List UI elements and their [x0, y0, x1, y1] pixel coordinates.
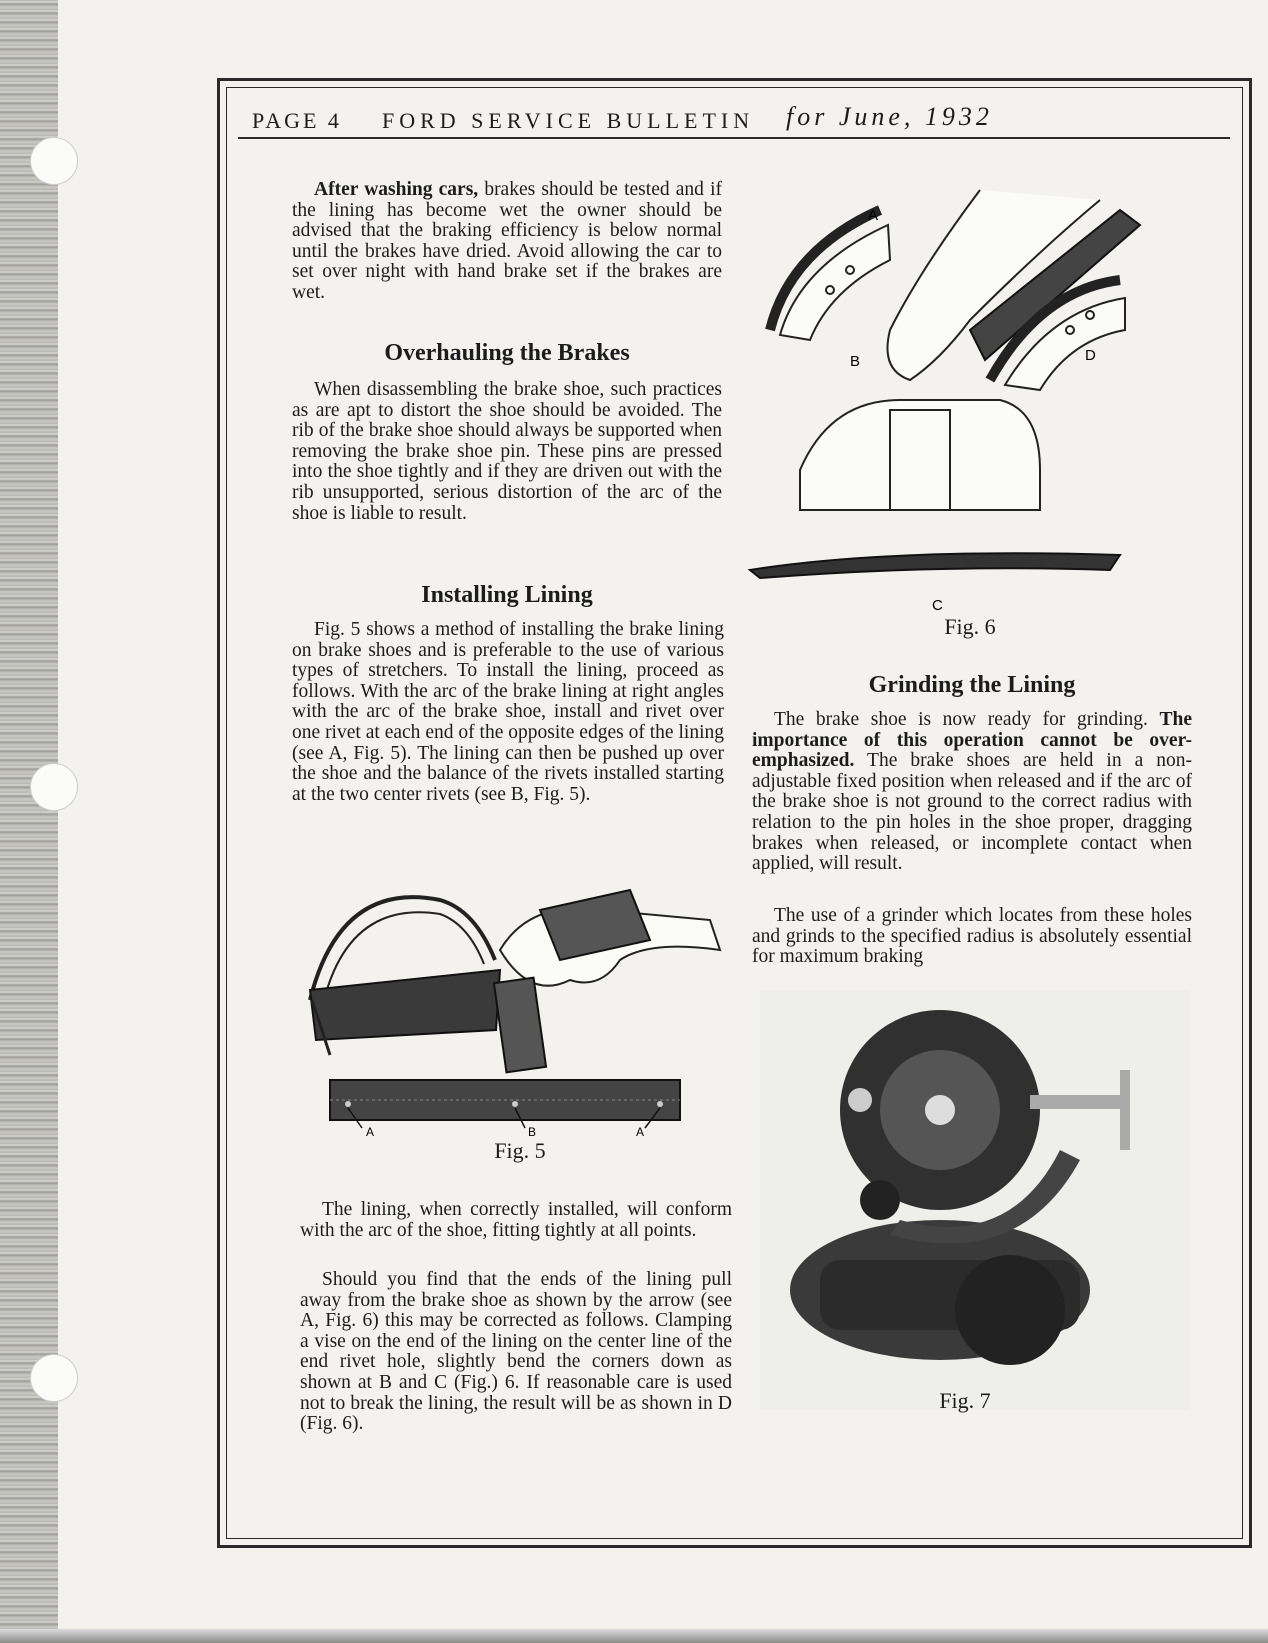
fig6-caption: Fig. 6 — [944, 614, 996, 639]
page-header — [250, 100, 1210, 140]
heading-overhauling: Overhauling the Brakes — [384, 340, 630, 366]
punch-hole-middle — [30, 763, 78, 811]
grinding-emphasis: The importance of this operation cannot be over-emphasized. — [752, 709, 1192, 772]
fig7-grinder-photo — [760, 990, 1190, 1420]
punch-hole-bottom — [30, 1354, 78, 1402]
page-bottom-edge — [0, 1629, 1268, 1643]
page-number: PAGE 4 — [252, 108, 342, 133]
fig5-caption: Fig. 5 — [494, 1138, 546, 1163]
paragraph-washing — [292, 180, 722, 304]
grinding-text-a: The brake shoe is now ready for grinding. — [774, 709, 1160, 730]
issue-date: for June, 1932 — [786, 102, 993, 131]
fig7-caption: Fig. 7 — [939, 1388, 991, 1413]
heading-installing: Installing Lining — [421, 582, 593, 608]
bulletin-title: FORD SERVICE BULLETIN — [382, 108, 755, 133]
paragraph-grinder: The use of a grinder which locates from these holes and grinds to the specified radius is absolutely essential for maximum braking — [752, 905, 1192, 968]
fig6-label-c: C — [932, 597, 943, 614]
fig5-hands-drawing — [494, 890, 720, 1072]
fig5-label-a-left: A — [366, 1125, 375, 1139]
fig5-shoe-drawing — [310, 897, 500, 1055]
paragraph-conform: The lining, when correctly installed, will conform with the arc of the shoe, fitting tightly at all points. — [300, 1199, 732, 1241]
paragraph-overhauling: When disassembling the brake shoe, such practices as are apt to distort the shoe should be avoided. The rib of the brake shoe should always be supported when removing the brake shoe pin. These pins are pressed into the shoe tightly and if they are driven out with the rib unsupported, serious distortion of the arc of the shoe is liable to result. — [292, 379, 722, 524]
paragraph-should: Should you find that the ends of the lining pull away from the brake shoe as shown by the arrow (see A, Fig. 6) this may be corrected as follows. Clamping a vise on the end of the lining on the center line of the end rivet hole, slightly bend the corners down as shown at B and C (Fig.) 6. If reasonable care is used not to break the lining, the result will be as shown in D (Fig. 6). — [300, 1269, 732, 1435]
fig5-label-b: B — [528, 1125, 537, 1139]
header-rule — [238, 137, 1230, 139]
fig6-illustration — [740, 170, 1180, 640]
washing-text: brakes should be tested and if the lining has become wet the owner should be advised that the braking efficiency is below normal until the brakes have dried. Avoid allowing the car to set over night with hand brake set if the brakes are wet. — [292, 179, 722, 303]
paragraph-installing: Fig. 5 shows a method of installing the brake lining on brake shoes and is preferable to the use of various types of stretchers. To install the lining, proceed as follows. With the arc of the brake lining at right angles with the arc of the brake shoe, install and rivet over one rivet at each end of the opposite edges of the lining (see A, Fig. 5). The lining can then be pushed up over the shoe and the balance of the rivets installed starting at the two center rivets (see B, Fig. 5). — [292, 619, 724, 805]
grinding-text-b: The brake shoes are held in a non-adjustable fixed position when released and if the arc of the brake shoe is not ground to the correct radius with relation to the pin holes in the shoe proper, dragging brakes when released, or incomplete contact when applied, will result. — [752, 750, 1192, 875]
heading-grinding: Grinding the Lining — [868, 672, 1076, 698]
fig5-label-a-right: A — [636, 1125, 645, 1139]
fig6-shoe-a — [770, 210, 890, 340]
washing-lead: After washing cars, — [314, 179, 479, 200]
fig5-illustration — [300, 880, 740, 1140]
fig6-label-d: D — [1085, 347, 1096, 364]
paragraph-grinding — [752, 710, 1192, 875]
fig6-label-b: B — [850, 353, 861, 370]
punch-hole-top — [30, 137, 78, 185]
fig6-lining-c — [750, 553, 1120, 578]
fig6-label-a: A — [868, 207, 879, 224]
